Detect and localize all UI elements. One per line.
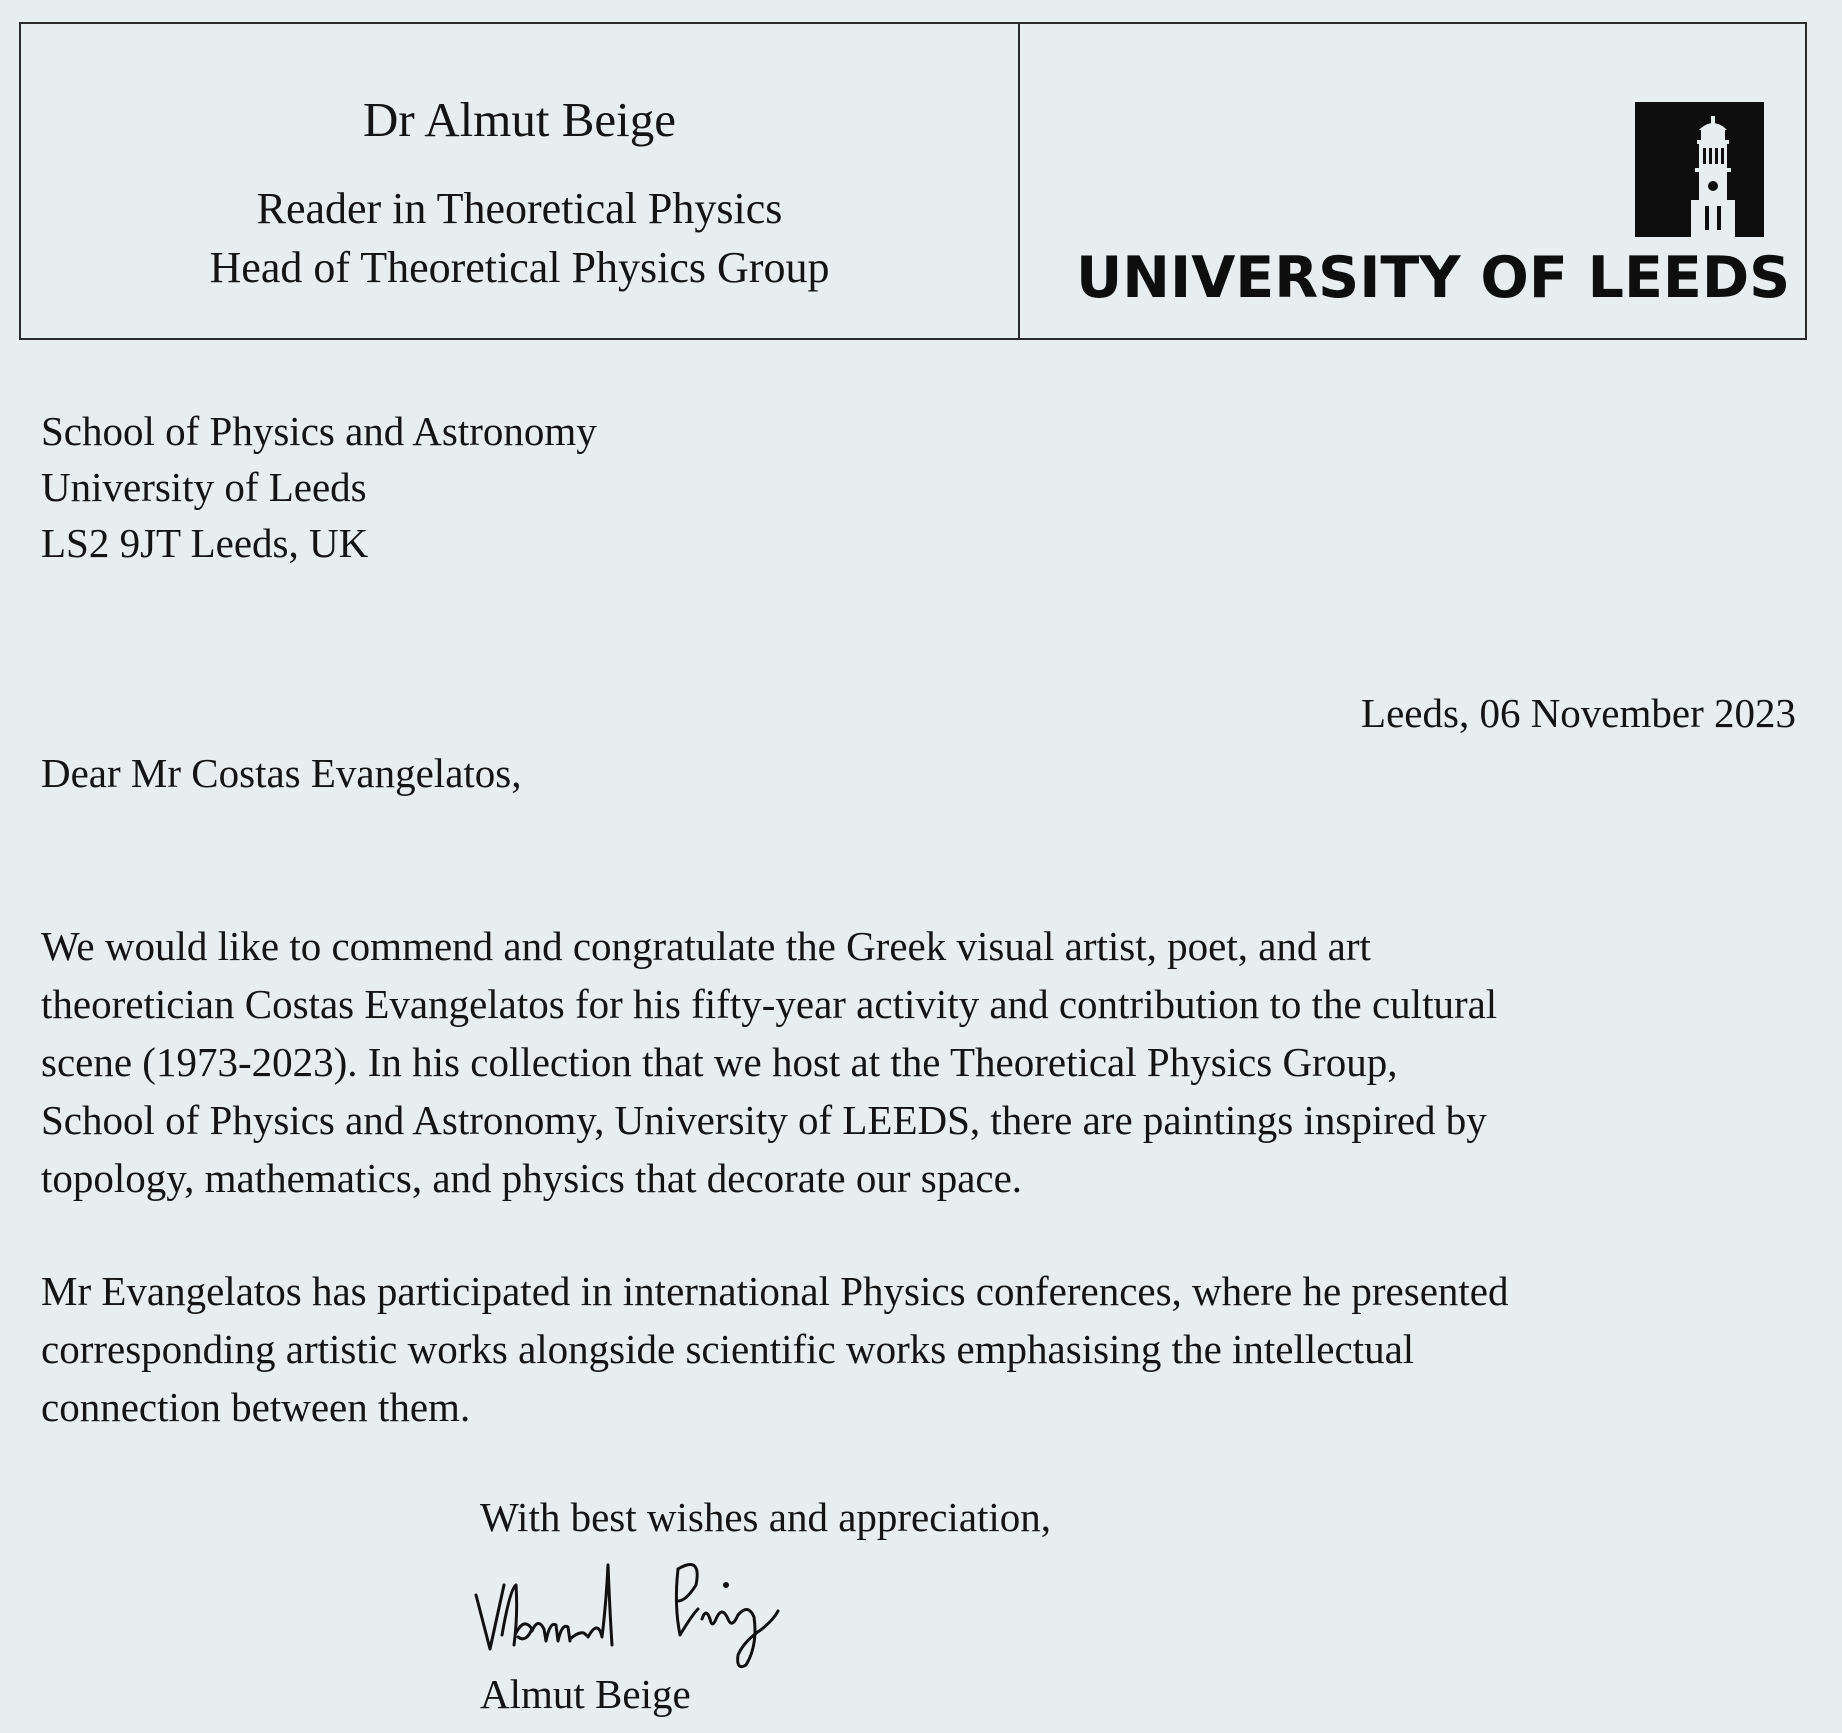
paragraph-line: Mr Evangelatos has participated in international Physics conferences, where he presented bbox=[41, 1268, 1509, 1314]
paragraph-line: corresponding artistic works alongside scientific works emphasising the intellectual bbox=[41, 1326, 1415, 1372]
address-line: LS2 9JT Leeds, UK bbox=[41, 520, 369, 566]
paragraph-1 bbox=[41, 917, 1497, 1207]
paragraph-line: School of Physics and Astronomy, University of LEEDS, there are paintings inspired by bbox=[41, 1097, 1487, 1143]
address-line: University of Leeds bbox=[41, 464, 367, 510]
university-logo-wordmark: UNIVERSITY OF LEEDS bbox=[1076, 245, 1791, 311]
letterhead-logo-panel bbox=[1020, 24, 1805, 338]
paragraph-line: connection between them. bbox=[41, 1384, 471, 1430]
letter-date: Leeds, 06 November 2023 bbox=[1361, 690, 1796, 736]
paragraph-2 bbox=[41, 1262, 1509, 1436]
paragraph-line: theoretician Costas Evangelatos for his fifty-year activity and contribution to the cultural bbox=[41, 981, 1498, 1027]
closing: With best wishes and appreciation, bbox=[480, 1494, 1052, 1540]
paragraph-line: topology, mathematics, and physics that decorate our space. bbox=[41, 1155, 1023, 1201]
sender-title-line-2: Head of Theoretical Physics Group bbox=[209, 243, 830, 292]
university-tower-icon bbox=[1635, 102, 1764, 237]
handwritten-signature bbox=[466, 1545, 826, 1675]
letterhead-sender-panel bbox=[21, 24, 1020, 338]
sender-title-line-1: Reader in Theoretical Physics bbox=[256, 184, 783, 233]
paragraph-line: scene (1973-2023). In his collection that we host at the Theoretical Physics Group, bbox=[41, 1039, 1398, 1085]
salutation: Dear Mr Costas Evangelatos, bbox=[41, 750, 522, 796]
paragraph-line: We would like to commend and congratulate the Greek visual artist, poet, and art bbox=[41, 923, 1371, 969]
sender-name: Dr Almut Beige bbox=[362, 92, 677, 147]
sender-address bbox=[41, 403, 597, 571]
letterhead bbox=[19, 22, 1807, 340]
address-line: School of Physics and Astronomy bbox=[41, 408, 597, 454]
signer-name: Almut Beige bbox=[480, 1671, 691, 1717]
